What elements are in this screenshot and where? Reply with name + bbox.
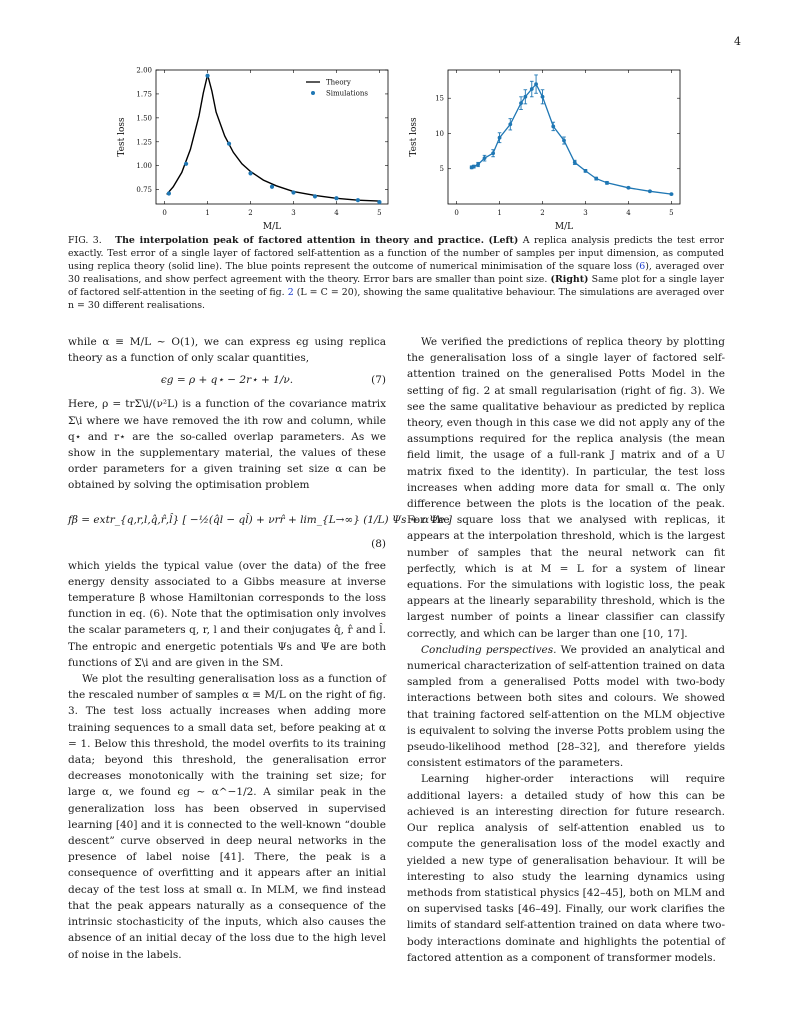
data-point xyxy=(519,101,523,105)
y-axis-label: Test loss xyxy=(117,117,127,157)
x-tick-label: 0 xyxy=(162,209,167,217)
x-tick-label: 3 xyxy=(291,209,296,217)
data-point xyxy=(627,186,631,190)
simulation-point xyxy=(167,191,171,195)
x-axis-label: M/L xyxy=(554,222,574,232)
chart-left xyxy=(108,62,398,232)
legend-theory-label: Theory xyxy=(326,78,351,87)
series-line xyxy=(472,84,672,194)
caption-right-tag: (Right) xyxy=(550,274,589,286)
x-tick-label: 2 xyxy=(248,209,253,217)
figure-caption xyxy=(68,234,724,313)
equation-7 xyxy=(68,366,386,396)
data-point xyxy=(498,136,502,140)
data-point xyxy=(476,163,480,167)
caption-left-text: A replica analysis predicts the test error exactly. Test error of a single layer of factored self-attention as a function of the number of samples per input dimension, as computed using replica theory (solid line). The blue points represent the outcome of numerical minimisation of the square loss ( xyxy=(68,235,724,273)
right-column xyxy=(407,334,725,966)
caption-ref-2[interactable]: 2 xyxy=(287,287,294,299)
chart-right xyxy=(400,62,690,232)
x-tick-label: 2 xyxy=(540,209,545,217)
data-point xyxy=(562,139,566,143)
data-point xyxy=(584,169,588,173)
data-point xyxy=(573,160,577,164)
data-point xyxy=(551,125,555,129)
caption-left-tag: (Left) xyxy=(488,235,519,246)
legend-simulations-label: Simulations xyxy=(326,89,368,98)
x-tick-label: 4 xyxy=(334,209,339,217)
x-axis-label: M/L xyxy=(262,222,282,232)
y-tick-label: 5 xyxy=(439,165,444,174)
simulation-point xyxy=(313,194,317,198)
equation-body: ϵg = ρ + q⋆ − 2r⋆ + 1/ν. xyxy=(160,374,294,387)
simulation-point xyxy=(291,190,295,194)
paragraph: Learning higher-order interactions will require additional layers: a detailed study of how this can be achieved is an interesting direction for future research. Our replica analysis of self-attention enabled us to compute the generalisation loss of the model exactly and yielded a new type of generalisation behaviour. It will be interesting to also study the learning dynamics using methods from statistical physics [42–45], both on MLM and on supervised tasks [46–49]. Finally, our work clarifies the limits of standard self-attention trained on data where two-body interactions dominate and highlights the potential of factored attention as a component of transformer models. xyxy=(407,773,725,964)
x-tick-label: 0 xyxy=(454,209,459,217)
equation-body: fβ = extr_{q,r,l,q̂,r̂,l̂} [ −½(q̂l − ql̂) + νrr̂ + lim_{L→∞} (1/L) Ψs + αΨe ] xyxy=(68,513,452,526)
data-point xyxy=(605,181,609,185)
simulation-point xyxy=(377,200,381,204)
data-point xyxy=(541,95,545,99)
caption-right-text: Same plot for a single layer of factored self-attention in the seeting of fig. xyxy=(68,274,724,299)
data-point xyxy=(530,87,534,91)
data-point xyxy=(594,177,598,181)
simulation-point xyxy=(334,196,338,200)
y-tick-label: 0.75 xyxy=(136,186,152,195)
caption-end-text: (L = C = 20), showing the same qualitative behaviour. The simulations are averaged over n = 30 different realisations. xyxy=(68,287,724,312)
y-tick-label: 1.25 xyxy=(136,138,152,147)
x-tick-label: 4 xyxy=(626,209,631,217)
paragraph: We provided an analytical and numerical characterization of self-attention trained on data sampled from a generalised Potts model with two-body interactions between both sites and colours. We showed that training factored self-attention on the MLM objective is equivalent to solving the inverse Potts problem using the pseudo-likelihood method [28–32], and therefore yields consistent estimators of the parameters. xyxy=(407,643,725,770)
data-point xyxy=(491,151,495,155)
x-tick-label: 5 xyxy=(669,209,674,217)
x-tick-label: 3 xyxy=(583,209,588,217)
simulation-point xyxy=(248,171,252,175)
y-tick-label: 15 xyxy=(435,94,444,103)
y-tick-label: 1.50 xyxy=(136,114,152,123)
data-point xyxy=(534,82,538,86)
section-heading: Concluding perspectives. xyxy=(421,643,557,656)
paragraph: while α ≡ M/L ∼ O(1), we can express ϵg using replica theory as a function of only scalar quantities, xyxy=(68,336,386,365)
paragraph: which yields the typical value (over the data) of the free energy density associated to a Gibbs measure at inverse temperature β whose Hamiltonian corresponds to the loss function in eq. (6). Note that the optimisation only involves the scalar parameters q, r, l and their conjugates q̂, r̂ and l̂. The entropic and energetic potentials Ψs and Ψe are both functions of Σ\i and are given in the SM. xyxy=(68,559,386,669)
data-point xyxy=(648,189,652,193)
simulation-point xyxy=(270,185,274,189)
simulation-point xyxy=(205,74,209,78)
x-tick-label: 1 xyxy=(497,209,502,217)
y-tick-label: 10 xyxy=(435,129,444,138)
paragraph: Here, ρ = trΣ\i/(ν²L) is a function of the covariance matrix Σ\i where we have removed the ith row and column, while q⋆ and r⋆ are the so-called overlap parameters. As we show in the supplementary material, the values of these order parameters for a given training set size α can be obtained by solving the optimisation problem xyxy=(68,398,386,492)
caption-ref-6[interactable]: 6 xyxy=(639,261,646,273)
data-point xyxy=(523,95,527,99)
equation-number: (7) xyxy=(371,374,386,387)
simulation-point xyxy=(227,142,231,146)
y-tick-label: 1.75 xyxy=(136,90,152,99)
x-tick-label: 5 xyxy=(377,209,382,217)
equation-8 xyxy=(68,494,452,558)
y-tick-label: 2.00 xyxy=(136,66,152,75)
simulation-point xyxy=(356,198,360,202)
equation-number: (8) xyxy=(371,537,386,550)
data-point xyxy=(472,165,476,169)
legend-simulations-swatch xyxy=(311,91,315,95)
caption-title: The interpolation peak of factored attention in theory and practice. xyxy=(115,235,484,246)
caption-mid-text: ), averaged over 30 realisations, and show perfect agreement with the theory. Error bars are smaller than point size. xyxy=(68,261,724,286)
y-tick-label: 1.00 xyxy=(136,162,152,171)
x-tick-label: 1 xyxy=(205,209,210,217)
simulation-point xyxy=(184,162,188,166)
page-number: 4 xyxy=(734,35,741,48)
data-point xyxy=(483,156,487,160)
left-column xyxy=(68,334,452,963)
paragraph: We plot the resulting generalisation loss as a function of the rescaled number of samples α ≡ M/L on the right of fig. 3. The test loss actually increases when adding more training sequences to a small data set, before peaking at α = 1. Below this threshold, the model overfits to its training data; beyond this threshold, the generalisation error decreases monotonically with the training set size; for large α, we found ϵg ∼ α^−1/2. A similar peak in the generalization loss has been observed in supervised learning [40] and it is connected to the well-known “double descent” curve observed in deep neural networks in the presence of label noise [41]. There, the peak is a consequence of overfitting and it appears after an initial decay of the test loss at small α. In MLM, we find instead that the peak appears naturally as a consequence of the intrinsic stochasticity of the inputs, which also causes the absence of an initial decay of the loss due to the high level of noise in the labels. xyxy=(68,673,387,961)
caption-label: FIG. 3. xyxy=(68,235,102,246)
data-point xyxy=(670,192,674,196)
y-axis-label: Test loss xyxy=(409,117,419,157)
data-point xyxy=(508,122,512,126)
paragraph: We verified the predictions of replica theory by plotting the generalisation loss of a single layer of factored self-attention trained on the generalised Potts Model in the setting of fig. 2 at small regularisation (right of fig. 3). We see the same qualitative behaviour as predicted by replica theory, even though in this case we did not apply any of the assumptions required for the replica analysis (the mean field limit, the usage of a full-rank J matrix and of a U matrix fixed to the identity). In particular, the test loss increases when adding more data for small α. The only difference between the plots is the location of the peak. For the square loss that we analysed with replicas, it appears at the interpolation threshold, which is the largest number of samples that the neural network can fit perfectly, which is at M = L for a system of linear equations. For the simulations with logistic loss, the peak appears at the linearly separability threshold, which is the largest number of points a linear classifier can classify correctly, and which can be larger than one [10, 17]. xyxy=(407,336,725,640)
